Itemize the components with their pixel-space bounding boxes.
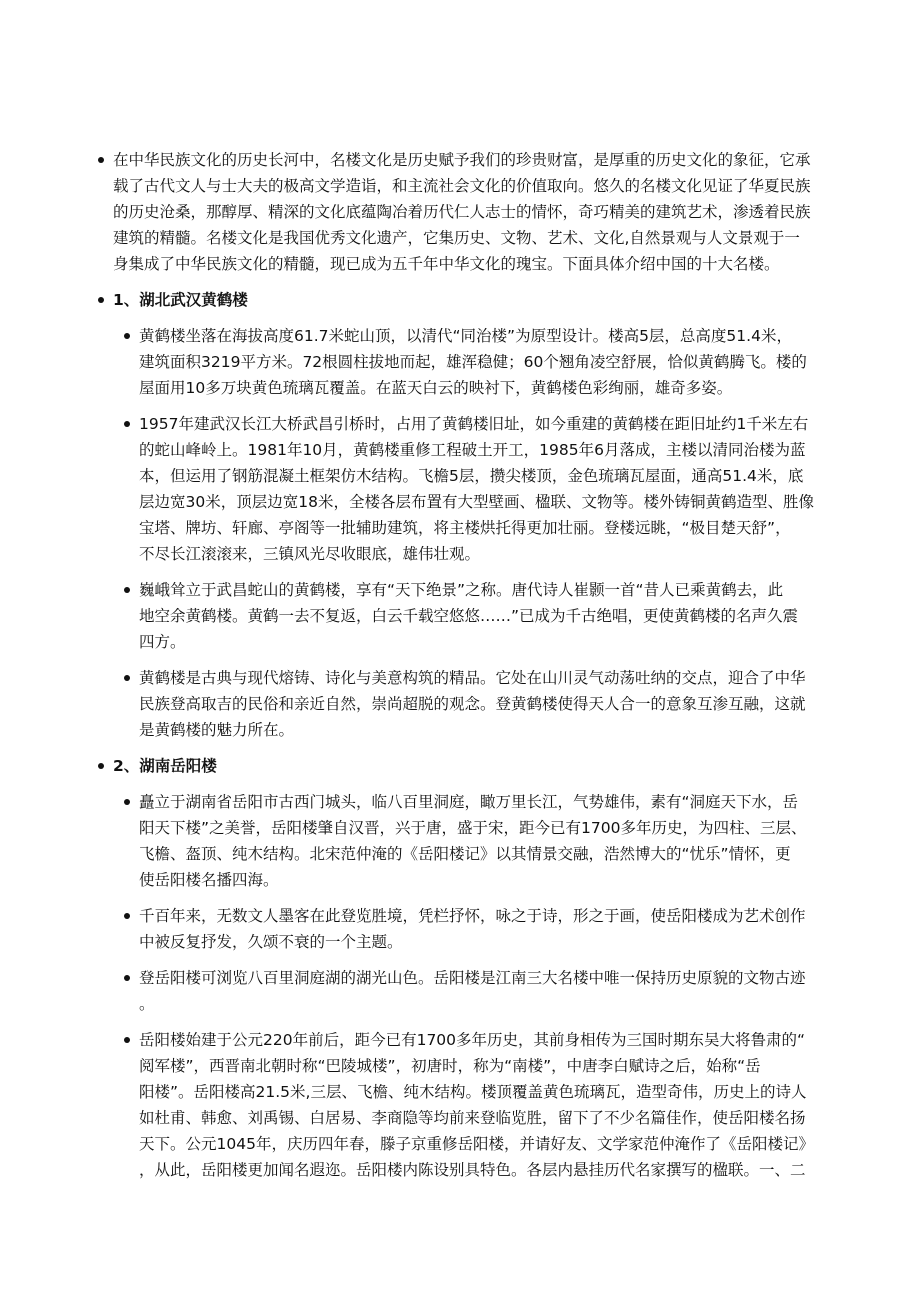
section-heading: [0, 753, 920, 779]
bullet-icon: [124, 913, 130, 919]
bullet-icon: [124, 1037, 130, 1043]
text-line: 飞檐、盔顶、纯木结构。北宋范仲淹的《岳阳楼记》以其情景交融，浩然博大的“忧乐”情怀，更: [139, 845, 791, 863]
bullet-icon: [124, 975, 130, 981]
text-line: 阅军楼”，西晋南北朝时称“巴陵城楼”，初唐时，称为“南楼”，中唐李白赋诗之后，始称“岳: [139, 1057, 761, 1075]
text-line: 本，但运用了钢筋混凝土框架仿木结构。飞檐5层，攒尖楼顶，金色琉璃瓦屋面，通高51.4米，底: [139, 467, 804, 485]
list-item: [0, 1027, 920, 1183]
text-line: 不尽长江滚滚来，三镇风光尽收眼底，雄伟壮观。: [139, 545, 481, 563]
list-item: [0, 577, 920, 655]
text-line: 岳阳楼始建于公元220年前后，距今已有1700多年历史，其前身相传为三国时期东吴大将鲁肃的“: [139, 1031, 806, 1049]
text-line: 宝塔、牌坊、轩廊、亭阁等一批辅助建筑，将主楼烘托得更加壮丽。登楼远眺，“极目楚天舒”，: [139, 519, 791, 537]
list-item: [0, 147, 920, 277]
text-line: 民族登高取吉的民俗和亲近自然，崇尚超脱的观念。登黄鹤楼使得天人合一的意象互渗互融，这就: [139, 695, 806, 713]
text-line: 地空余黄鹤楼。黄鹤一去不复返，白云千载空悠悠……”已成为千古绝唱，更使黄鹤楼的名声久震: [139, 607, 799, 625]
list-item: [0, 323, 920, 401]
text-line: 黄鹤楼是古典与现代熔铸、诗化与美意构筑的精品。它处在山川灵气动荡吐纳的交点，迎合了中华: [139, 669, 806, 687]
bullet-icon: [124, 333, 130, 339]
text-line: 矗立于湖南省岳阳市古西门城头，临八百里洞庭，瞰万里长江，气势雄伟，素有“洞庭天下水，岳: [139, 793, 799, 811]
text-line: 载了古代文人与士大夫的极高文学造诣，和主流社会文化的价值取向。悠久的名楼文化见证了华夏民族: [113, 177, 811, 195]
text-line: 如杜甫、韩愈、刘禹锡、白居易、李商隐等均前来登临览胜，留下了不少名篇佳作，使岳阳楼名扬: [139, 1109, 806, 1127]
bullet-icon: [98, 763, 104, 769]
text-line: 在中华民族文化的历史长河中，名楼文化是历史赋予我们的珍贵财富，是厚重的历史文化的象征，它承: [113, 151, 811, 169]
document-body: [0, 147, 920, 1193]
list-item: [0, 411, 920, 567]
list-item: [0, 903, 920, 955]
list-item: [0, 965, 920, 1017]
text-line: 的历史沧桑，那醇厚、精深的文化底蕴陶冶着历代仁人志士的情怀，奇巧精美的建筑艺术，渗透着民族: [113, 203, 811, 221]
section-heading: [0, 287, 920, 313]
text-line: 登岳阳楼可浏览八百里洞庭湖的湖光山色。岳阳楼是江南三大名楼中唯一保持历史原貌的文物古迹: [139, 969, 806, 987]
text-line: 阳天下楼”之美誉，岳阳楼肇自汉晋，兴于唐，盛于宋，距今已有1700多年历史，为四柱、三层、: [139, 819, 807, 837]
text-line: 天下。公元1045年，庆历四年春，滕子京重修岳阳楼，并请好友、文学家范仲淹作了《岳阳楼记》: [139, 1135, 814, 1153]
text-line: 四方。: [139, 633, 186, 651]
text-line: 使岳阳楼名播四海。: [139, 871, 279, 889]
text-line: 。: [139, 995, 155, 1013]
text-line: 巍峨耸立于武昌蛇山的黄鹤楼，享有“天下绝景”之称。唐代诗人崔颢一首“昔人已乘黄鹤去，此: [139, 581, 784, 599]
text-line: 1、湖北武汉黄鹤楼: [113, 291, 248, 309]
bullet-icon: [124, 421, 130, 427]
text-line: 黄鹤楼坐落在海拔高度61.7米蛇山顶，以清代“同治楼”为原型设计。楼高5层，总高度51.4米，: [139, 327, 792, 345]
text-line: 建筑的精髓。名楼文化是我国优秀文化遗产，它集历史、文物、艺术、文化,自然景观与人文景观于一: [113, 229, 800, 247]
text-line: ，从此，岳阳楼更加闻名遐迩。岳阳楼内陈设别具特色。各层内悬挂历代名家撰写的楹联。一、二: [139, 1161, 806, 1179]
text-line: 千百年来，无数文人墨客在此登览胜境，凭栏抒怀，咏之于诗，形之于画，使岳阳楼成为艺术创作: [139, 907, 806, 925]
text-line: 屋面用10多万块黄色琉璃瓦覆盖。在蓝天白云的映衬下，黄鹤楼色彩绚丽，雄奇多姿。: [139, 379, 733, 397]
text-line: 2、湖南岳阳楼: [113, 757, 217, 775]
text-line: 层边宽30米，顶层边宽18米，全楼各层布置有大型壁画、楹联、文物等。楼外铸铜黄鹤造型、胜像: [139, 493, 814, 511]
text-line: 中被反复抒发，久颂不衰的一个主题。: [139, 933, 403, 951]
bullet-icon: [124, 799, 130, 805]
text-line: 身集成了中华民族文化的精髓，现已成为五千年中华文化的瑰宝。下面具体介绍中国的十大名楼。: [113, 255, 780, 273]
text-line: 阳楼”。岳阳楼高21.5米,三层、飞檐、纯木结构。楼顶覆盖黄色琉璃瓦，造型奇伟，历史上的诗人: [139, 1083, 807, 1101]
list-item: [0, 789, 920, 893]
bullet-icon: [124, 675, 130, 681]
bullet-icon: [98, 297, 104, 303]
text-line: 建筑面积3219平方米。72根圆柱拔地而起，雄浑稳健；60个翘角凌空舒展，恰似黄鹤腾飞。楼的: [139, 353, 807, 371]
text-line: 的蛇山峰岭上。1981年10月，黄鹤楼重修工程破土开工，1985年6月落成，主楼以清同治楼为蓝: [139, 441, 806, 459]
text-line: 1957年建武汉长江大桥武昌引桥时，占用了黄鹤楼旧址，如今重建的黄鹤楼在距旧址约1千米左右: [139, 415, 809, 433]
bullet-icon: [98, 157, 104, 163]
bullet-icon: [124, 587, 130, 593]
text-line: 是黄鹤楼的魅力所在。: [139, 721, 295, 739]
list-item: [0, 665, 920, 743]
